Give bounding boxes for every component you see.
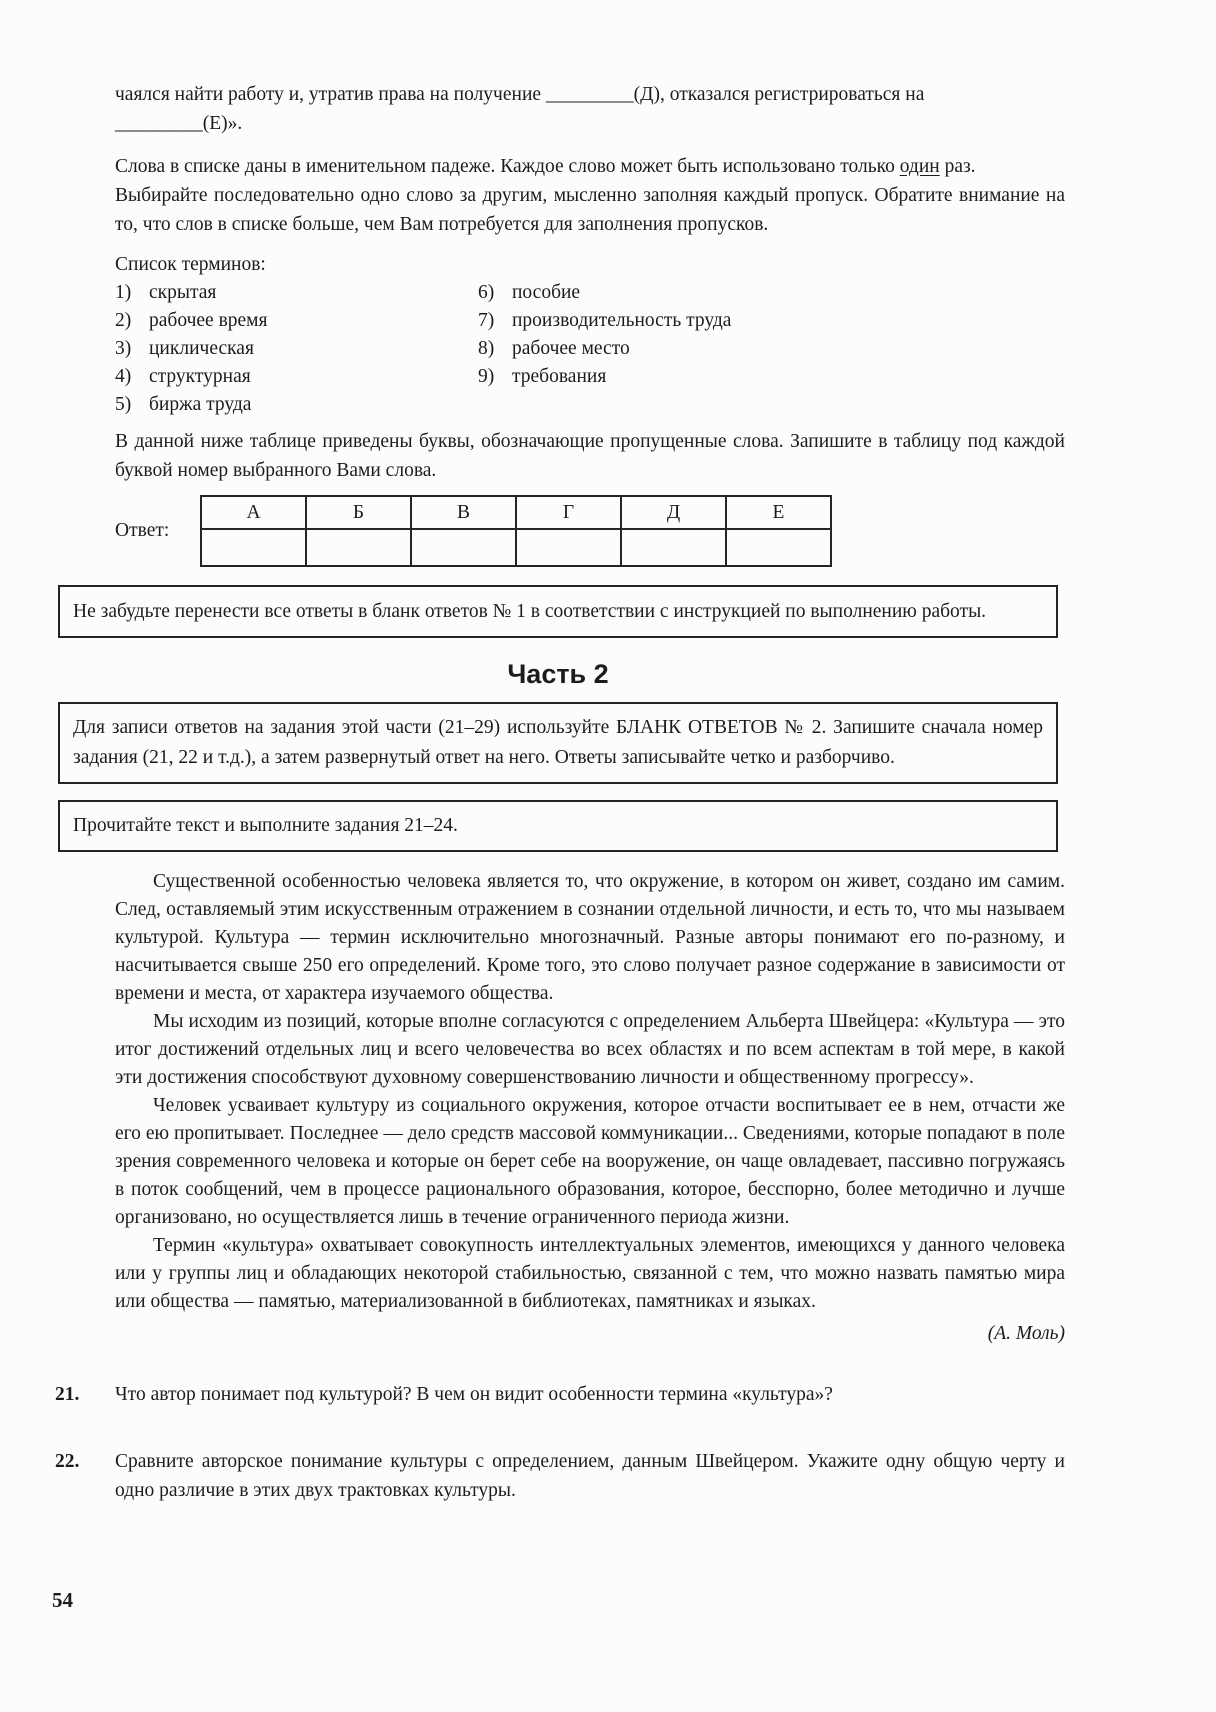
- answer-row: [115, 495, 1216, 567]
- text-author: (А. Моль): [987, 1323, 1065, 1344]
- fragment-line: _________(Е)».: [115, 113, 243, 134]
- term-item: [115, 391, 478, 419]
- term-item: [115, 363, 478, 391]
- answer-table-header-cell: Е: [726, 496, 831, 529]
- term-label: производительность труда: [512, 310, 732, 331]
- task-text-fragment: [115, 80, 1065, 138]
- term-label: рабочее место: [512, 338, 630, 359]
- answer-table-values-row: [201, 529, 831, 566]
- read-text-instruction-box: Прочитайте текст и выполните задания 21–24.: [58, 800, 1058, 852]
- term-label: скрытая: [149, 282, 217, 303]
- term-number: 4): [115, 366, 132, 387]
- answer-table-header-cell: Д: [621, 496, 726, 529]
- question-number: 22.: [55, 1451, 80, 1472]
- term-label: рабочее время: [149, 310, 268, 331]
- terms-list-title: Список терминов:: [115, 254, 266, 275]
- term-number: 1): [115, 282, 132, 303]
- part2-heading: Часть 2: [507, 659, 609, 689]
- reading-text: [115, 868, 1065, 1316]
- text-paragraph-3: Человек усваивает культуру из социального окружения, которое отчасти воспитывает ее в нем, отчасти же его ею пропитывает. Последнее — дело средств массовой коммуникации... Сведениями, которые попадают в поле зрения современного человека и которые он берет себе на вооружение, он чаще овладевает, пассивно погружаясь в поток сообщений, чем в процессе рационального образования, которое, бесспорно, более методично и лучше организовано, но осуществляется лишь в течение ограниченного периода жизни.: [115, 1095, 1065, 1228]
- terms-list: [115, 279, 1065, 419]
- term-number: 8): [478, 338, 495, 359]
- term-item: [478, 279, 731, 307]
- term-number: 3): [115, 338, 132, 359]
- question-text: Что автор понимает под культурой? В чем он видит особенности термина «культура»?: [115, 1384, 833, 1405]
- term-item: [478, 335, 731, 363]
- question-21: [55, 1380, 1216, 1409]
- term-label: циклическая: [149, 338, 254, 359]
- term-label: биржа труда: [149, 394, 252, 415]
- answer-table-value-cell: [726, 529, 831, 566]
- term-number: 9): [478, 366, 495, 387]
- text-paragraph-4: Термин «культура» охватывает совокупность интеллектуальных элементов, имеющихся у данного человека или у группы лиц и обладающих некоторой стабильностью, связанной с тем, что можно назвать памятью мира или общества — памятью, материализованной в библиотеках, памятниках и языках.: [115, 1235, 1065, 1312]
- answer-table-value-cell: [201, 529, 306, 566]
- term-label: пособие: [512, 282, 581, 303]
- selection-instruction: Выбирайте последовательно одно слово за другим, мысленно заполняя каждый пропуск. Обратите внимание на то, что слов в списке больше, чем Вам потребуется для заполнения пропусков.: [115, 185, 1065, 235]
- note-underlined-word: один: [899, 156, 940, 177]
- page-number: 54: [52, 1588, 73, 1612]
- term-item: [478, 307, 731, 335]
- fragment-line: чаялся найти работу и, утратив права на получение _________(Д), отказался регистрироваться на: [115, 84, 925, 105]
- answer-table-header-cell: Г: [516, 496, 621, 529]
- nominative-note: [115, 152, 1065, 181]
- answer-table-value-cell: [621, 529, 726, 566]
- answer-table-value-cell: [516, 529, 621, 566]
- note-text-before: Слова в списке даны в именительном падеже. Каждое слово может быть использовано только: [115, 156, 900, 177]
- answer-table-value-cell: [411, 529, 516, 566]
- term-label: структурная: [149, 366, 251, 387]
- answer-table-header-cell: А: [201, 496, 306, 529]
- text-paragraph-1: Существенной особенностью человека является то, что окружение, в котором он живет, создано им самим. След, оставляемый этим искусственным отражением в сознании отдельной личности, и есть то, что мы называем культурой. Культура — термин исключительно многозначный. Разные авторы понимают его по-разному, и насчитывается свыше 250 его определений. Кроме того, это слово получает разное содержание в зависимости от времени и места, от характера изучаемого общества.: [115, 871, 1065, 1004]
- answer-table-value-cell: [306, 529, 411, 566]
- term-item: [115, 335, 478, 363]
- part2-instruction-box: Для записи ответов на задания этой части (21–29) используйте БЛАНК ОТВЕТОВ № 2. Запишите сначала номер задания (21, 22 и т.д.), а затем развернутый ответ на него. Ответы записывайте четко и разборчиво.: [58, 702, 1058, 784]
- term-number: 7): [478, 310, 495, 331]
- terms-list-right: [478, 279, 731, 419]
- term-number: 6): [478, 282, 495, 303]
- transfer-notice-box: Не забудьте перенести все ответы в бланк ответов № 1 в соответствии с инструкцией по выполнению работы.: [58, 585, 1058, 638]
- terms-list-left: [115, 279, 478, 419]
- question-number: 21.: [55, 1384, 80, 1405]
- term-item: [115, 307, 478, 335]
- answer-table-header-cell: В: [411, 496, 516, 529]
- term-item: [478, 363, 731, 391]
- term-item: [115, 279, 478, 307]
- answer-table-header-cell: Б: [306, 496, 411, 529]
- table-instruction: В данной ниже таблице приведены буквы, обозначающие пропущенные слова. Запишите в таблицу под каждой буквой номер выбранного Вами слова.: [115, 431, 1065, 481]
- answer-table: [200, 495, 832, 567]
- text-paragraph-2: Мы исходим из позиций, которые вполне согласуются с определением Альберта Швейцера: «Культура — это итог достижений отдельных лиц и всего человечества во всех областях и по всем аспектам в той мере, в какой эти достижения способствуют духовному совершенствованию личности и общественному прогрессу».: [115, 1011, 1065, 1088]
- answer-label: Ответ:: [115, 520, 170, 541]
- note-text-after: раз.: [939, 156, 976, 177]
- answer-table-header-row: [201, 496, 831, 529]
- term-label: требования: [512, 366, 607, 387]
- question-text: Сравните авторское понимание культуры с определением, данным Швейцером. Укажите одну общую черту и одно различие в этих двух трактовках культуры.: [115, 1451, 1065, 1501]
- question-22: [55, 1447, 1216, 1505]
- term-number: 5): [115, 394, 132, 415]
- term-number: 2): [115, 310, 132, 331]
